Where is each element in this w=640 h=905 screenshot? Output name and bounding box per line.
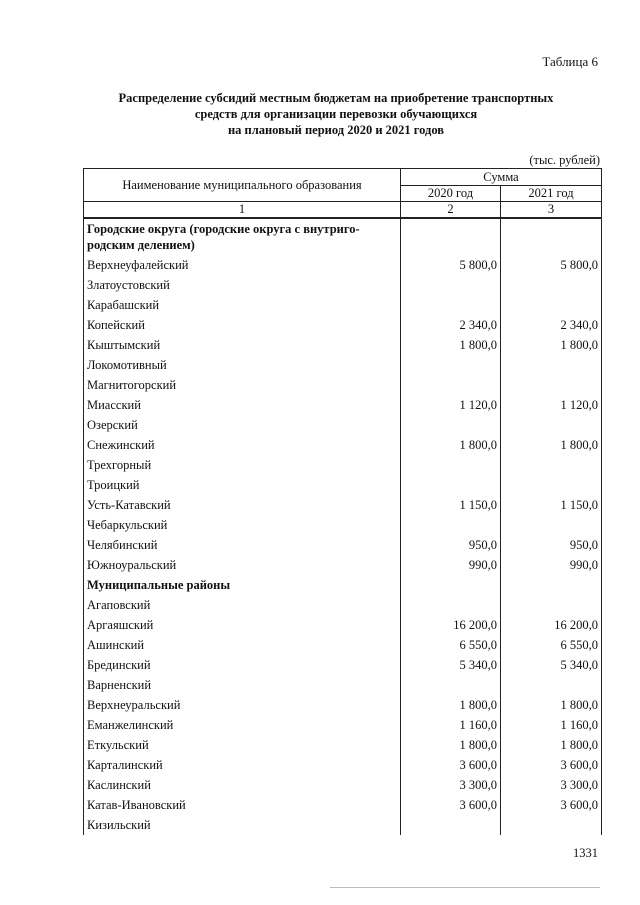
value-2021 — [501, 375, 602, 395]
municipality-name: Катав-Ивановский — [84, 795, 401, 815]
value-2021 — [501, 675, 602, 695]
table-row — [84, 775, 602, 795]
table-row — [84, 615, 602, 635]
value-2021 — [501, 455, 602, 475]
value-2020 — [401, 515, 501, 535]
value-2020: 950,0 — [401, 535, 501, 555]
table-row — [84, 555, 602, 575]
value-2021 — [501, 515, 602, 535]
table-row — [84, 695, 602, 715]
col-header-sum: Сумма — [401, 169, 602, 186]
municipality-name: Снежинский — [84, 435, 401, 455]
municipality-name: Локомотивный — [84, 355, 401, 375]
municipality-name: Трехгорный — [84, 455, 401, 475]
value-2021: 1 800,0 — [501, 335, 602, 355]
municipality-name: Чебаркульский — [84, 515, 401, 535]
empty-cell — [501, 575, 602, 595]
value-2020: 1 800,0 — [401, 695, 501, 715]
col-header-name: Наименование муниципального образования — [84, 169, 401, 202]
table-row — [84, 255, 602, 275]
table-row — [84, 515, 602, 535]
municipality-name: Миасский — [84, 395, 401, 415]
value-2021: 2 340,0 — [501, 315, 602, 335]
section-row — [84, 575, 602, 595]
value-2020 — [401, 275, 501, 295]
value-2020: 1 120,0 — [401, 395, 501, 415]
value-2021: 950,0 — [501, 535, 602, 555]
value-2021: 1 800,0 — [501, 735, 602, 755]
table-row — [84, 635, 602, 655]
value-2020: 1 150,0 — [401, 495, 501, 515]
table-row — [84, 435, 602, 455]
table-row — [84, 735, 602, 755]
col-number-1: 1 — [84, 202, 401, 219]
value-2020 — [401, 815, 501, 835]
table-body — [84, 218, 602, 835]
municipality-name: Верхнеуральский — [84, 695, 401, 715]
value-2020 — [401, 295, 501, 315]
municipality-name: Копейский — [84, 315, 401, 335]
table-row — [84, 415, 602, 435]
value-2021: 5 800,0 — [501, 255, 602, 275]
value-2021 — [501, 415, 602, 435]
table-row — [84, 295, 602, 315]
municipality-name: Кыштымский — [84, 335, 401, 355]
units-label: (тыс. рублей) — [529, 153, 600, 167]
value-2020: 1 800,0 — [401, 335, 501, 355]
municipality-name: Верхнеуфалейский — [84, 255, 401, 275]
empty-cell — [401, 575, 501, 595]
page-label: Таблица 6 — [542, 54, 598, 69]
table-row — [84, 715, 602, 735]
table-row — [84, 535, 602, 555]
table-row — [84, 375, 602, 395]
municipality-name: Магнитогорский — [84, 375, 401, 395]
footer-rule — [330, 887, 600, 888]
value-2021: 1 160,0 — [501, 715, 602, 735]
municipality-name: Усть-Катавский — [84, 495, 401, 515]
value-2021: 6 550,0 — [501, 635, 602, 655]
municipality-name: Челябинский — [84, 535, 401, 555]
table-row — [84, 675, 602, 695]
municipality-name: Ашинский — [84, 635, 401, 655]
value-2021: 1 800,0 — [501, 695, 602, 715]
title-line-3: на плановый период 2020 и 2021 годов — [227, 123, 445, 137]
empty-cell — [401, 218, 501, 255]
municipality-name: Еткульский — [84, 735, 401, 755]
table-row — [84, 335, 602, 355]
municipality-name: Агаповский — [84, 595, 401, 615]
table-row — [84, 475, 602, 495]
table-row — [84, 795, 602, 815]
col-header-2020: 2020 год — [401, 186, 501, 202]
table-row — [84, 395, 602, 415]
municipality-name: Южноуральский — [84, 555, 401, 575]
value-2020: 16 200,0 — [401, 615, 501, 635]
value-2020: 3 600,0 — [401, 795, 501, 815]
page-number: 1331 — [573, 846, 598, 860]
value-2020: 1 160,0 — [401, 715, 501, 735]
municipality-name: Брединский — [84, 655, 401, 675]
municipality-name: Варненский — [84, 675, 401, 695]
municipality-name: Аргаяшский — [84, 615, 401, 635]
value-2020: 3 600,0 — [401, 755, 501, 775]
table-row — [84, 315, 602, 335]
value-2021: 1 800,0 — [501, 435, 602, 455]
value-2021: 3 600,0 — [501, 795, 602, 815]
municipality-name: Карталинский — [84, 755, 401, 775]
empty-cell — [501, 218, 602, 255]
value-2020: 5 340,0 — [401, 655, 501, 675]
value-2021: 16 200,0 — [501, 615, 602, 635]
value-2021: 990,0 — [501, 555, 602, 575]
value-2021 — [501, 275, 602, 295]
table-row — [84, 355, 602, 375]
section-title: Городские округа (городские округа с внутриго-родским делением) — [84, 218, 401, 255]
value-2020 — [401, 475, 501, 495]
value-2020 — [401, 355, 501, 375]
table-header — [84, 169, 602, 219]
value-2021 — [501, 295, 602, 315]
value-2020: 990,0 — [401, 555, 501, 575]
municipality-name: Кизильский — [84, 815, 401, 835]
title-line-2: средств для организации перевозки обучающихся — [194, 107, 478, 121]
value-2020 — [401, 455, 501, 475]
table-row — [84, 655, 602, 675]
subsidy-table — [83, 168, 602, 835]
document-title — [80, 90, 592, 138]
municipality-name: Карабашский — [84, 295, 401, 315]
value-2021: 1 150,0 — [501, 495, 602, 515]
value-2021: 5 340,0 — [501, 655, 602, 675]
municipality-name: Озерский — [84, 415, 401, 435]
value-2021 — [501, 815, 602, 835]
value-2020 — [401, 675, 501, 695]
section-title: Муниципальные районы — [84, 575, 401, 595]
value-2020: 1 800,0 — [401, 435, 501, 455]
col-number-2: 2 — [401, 202, 501, 219]
value-2021: 1 120,0 — [501, 395, 602, 415]
value-2021: 3 300,0 — [501, 775, 602, 795]
municipality-name: Еманжелинский — [84, 715, 401, 735]
value-2021 — [501, 595, 602, 615]
col-number-3: 3 — [501, 202, 602, 219]
table-row — [84, 595, 602, 615]
municipality-name: Златоустовский — [84, 275, 401, 295]
table-row — [84, 455, 602, 475]
value-2020 — [401, 595, 501, 615]
value-2020 — [401, 375, 501, 395]
municipality-name: Троицкий — [84, 475, 401, 495]
table-row — [84, 815, 602, 835]
table-row — [84, 275, 602, 295]
value-2021: 3 600,0 — [501, 755, 602, 775]
municipality-name: Каслинский — [84, 775, 401, 795]
table-row — [84, 495, 602, 515]
subsidy-table-container — [83, 168, 601, 835]
value-2020 — [401, 415, 501, 435]
section-row — [84, 218, 602, 255]
value-2020: 2 340,0 — [401, 315, 501, 335]
value-2020: 3 300,0 — [401, 775, 501, 795]
title-line-1: Распределение субсидий местным бюджетам на приобретение транспортных — [118, 91, 554, 105]
value-2020: 6 550,0 — [401, 635, 501, 655]
value-2021 — [501, 475, 602, 495]
value-2020: 5 800,0 — [401, 255, 501, 275]
value-2020: 1 800,0 — [401, 735, 501, 755]
table-row — [84, 755, 602, 775]
value-2021 — [501, 355, 602, 375]
col-header-2021: 2021 год — [501, 186, 602, 202]
